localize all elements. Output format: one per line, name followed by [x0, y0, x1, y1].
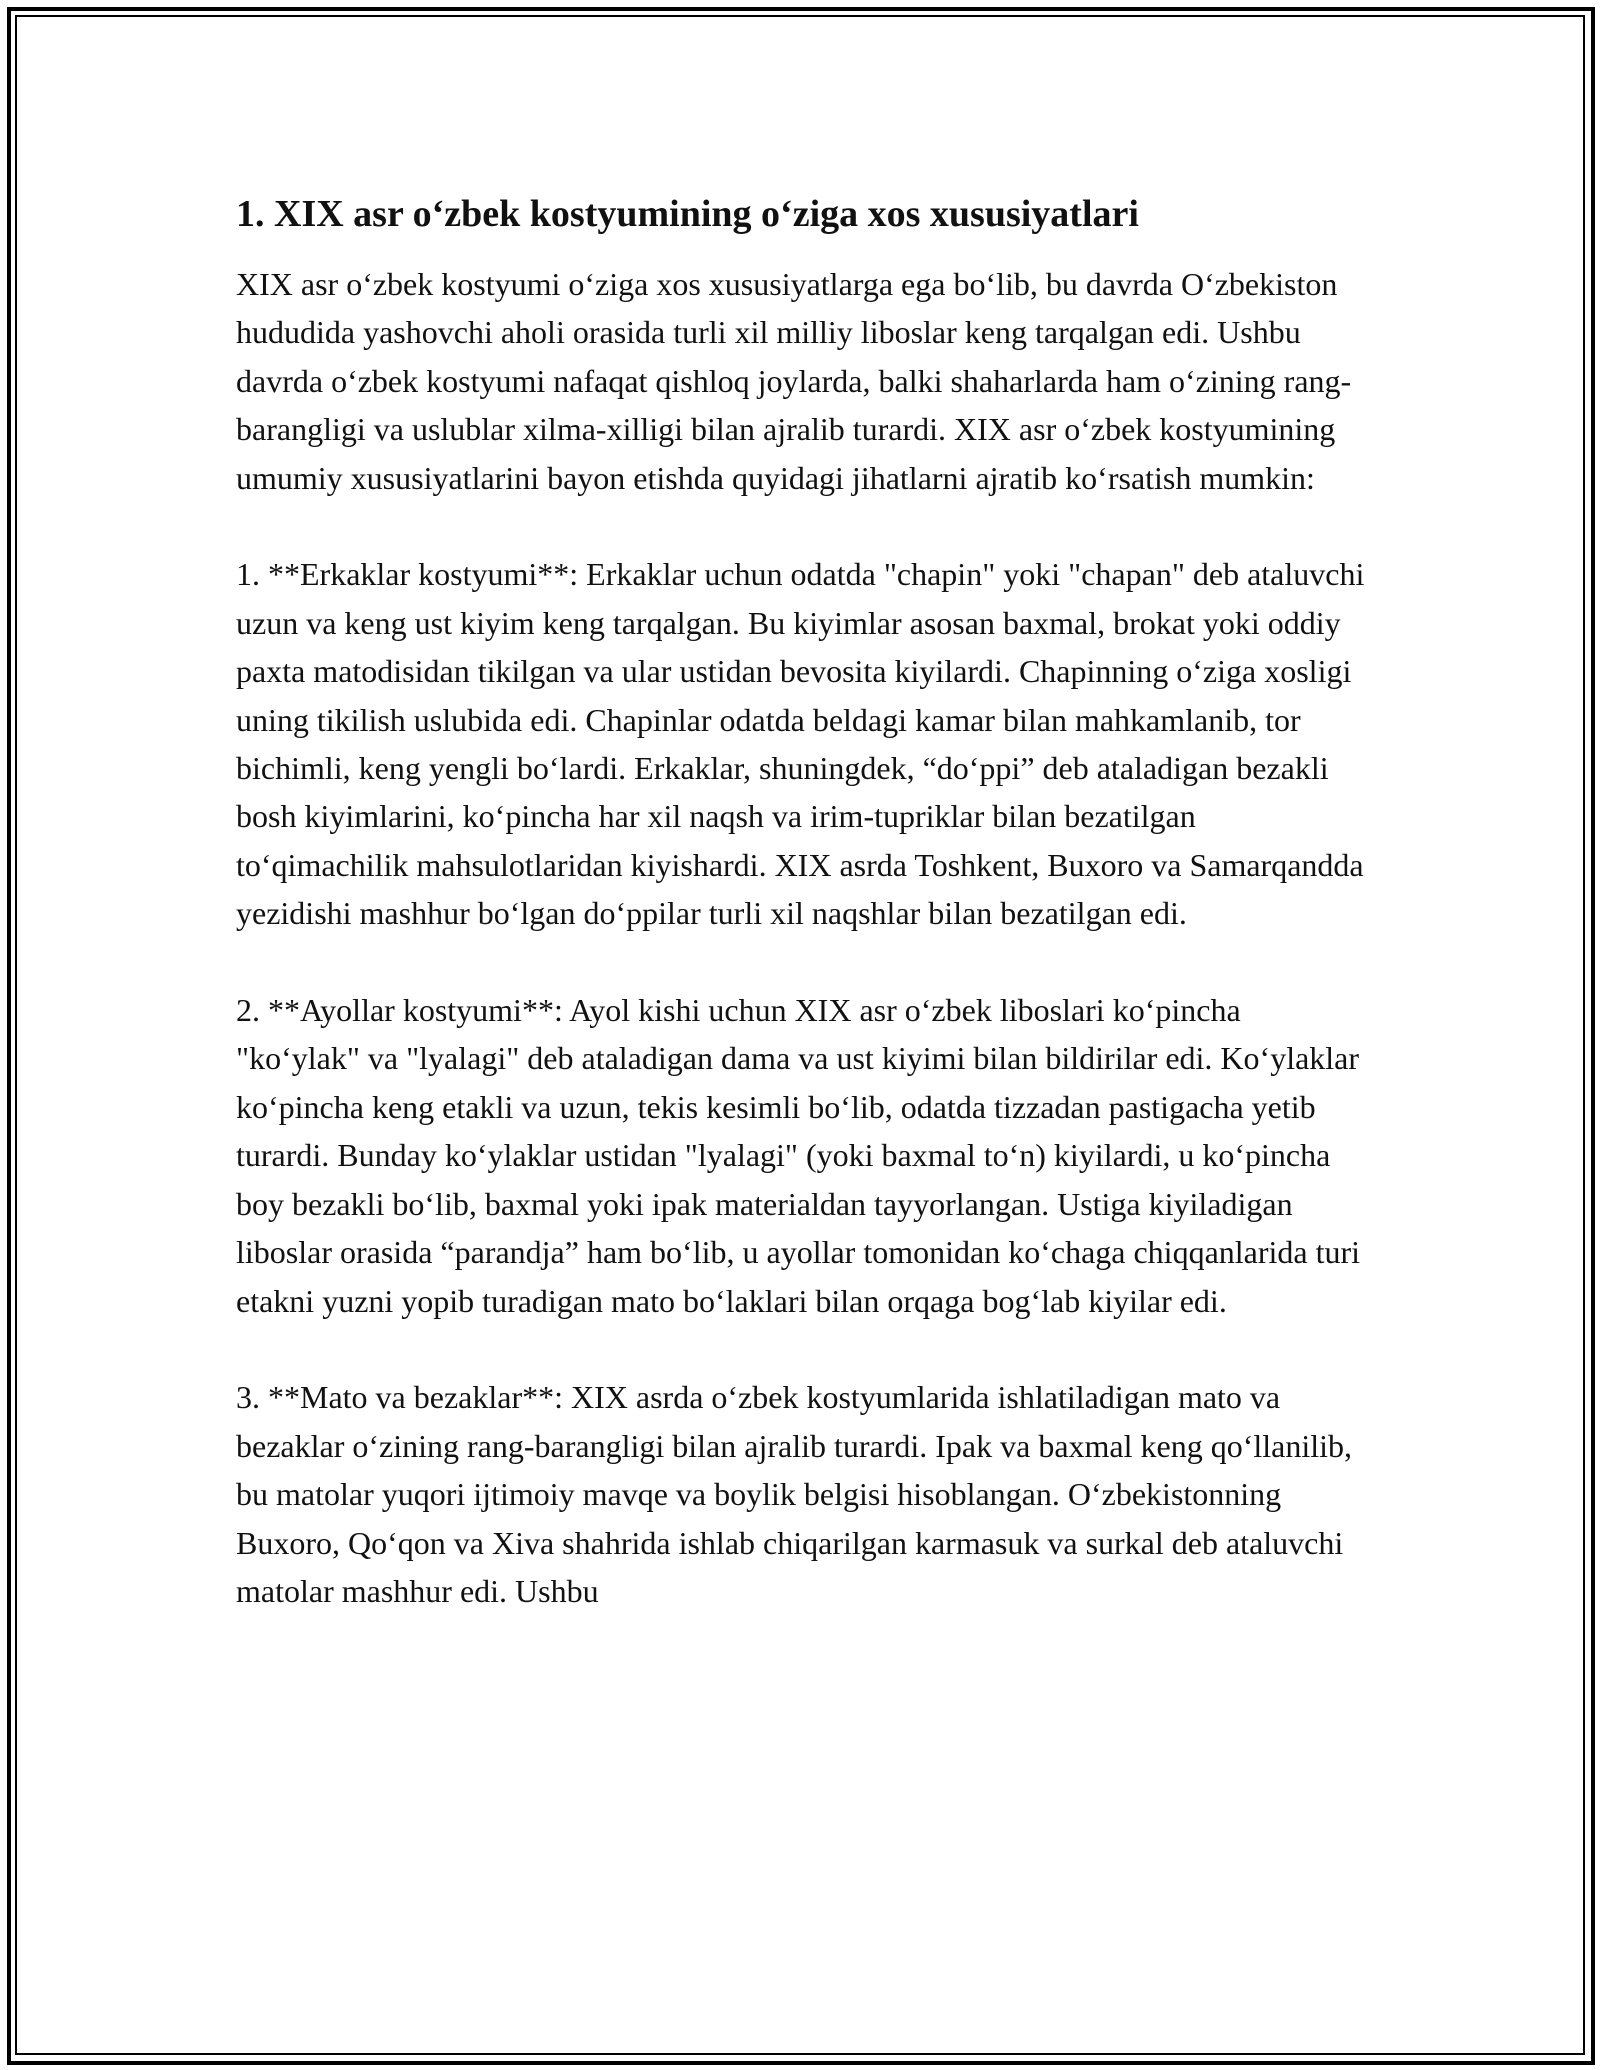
paragraph-women-costume: 2. **Ayollar kostyumi**: Ayol kishi uchun XIX asr o‘zbek liboslari ko‘pincha "ko‘ylak" va "lyalagi" deb ataladigan dama va ust kiyimi bilan bildirilar edi. Ko‘ylaklar ko‘pincha keng etakli va uzun, tekis kesimli bo‘lib, odatda tizzadan pastigacha yetib turardi. Bunday ko‘ylaklar ustidan "lyalagi" (yoki baxmal to‘n) kiyilardi, u ko‘pincha boy bezakli bo‘lib, baxmal yoki ipak materialdan tayyorlangan. Ustiga kiyiladigan liboslar orasida “parandja” ham bo‘lib, u ayollar tomonidan ko‘chaga chiqqanlarida turi etakni yuzni yopib turadigan mato bo‘laklari bilan orqaga bog‘lab kiyilar edi.: [236, 992, 1361, 1319]
document-body: [236, 186, 1366, 1615]
paragraph-fabric-decor: 3. **Mato va bezaklar**: XIX asrda o‘zbek kostyumlarida ishlatiladigan mato va bezaklar o‘zining rang-barangligi bilan ajralib turardi. Ipak va baxmal keng qo‘llanilib, bu matolar yuqori ijtimoiy mavqe va boylik belgisi hisoblangan. O‘zbekistonning Buxoro, Qo‘qon va Xiva shahrida ishlab chiqarilgan karmasuk va surkal deb ataluvchi matolar mashhur edi. Ushbu: [236, 1379, 1353, 1609]
paragraph-men-costume: 1. **Erkaklar kostyumi**: Erkaklar uchun odatda "chapin" yoki "chapan" deb ataluvchi uzun va keng ust kiyim keng tarqalgan. Bu kiyimlar asosan baxmal, brokat yoki oddiy paxta matodisidan tikilgan va ular ustidan bevosita kiyilardi. Chapinning o‘ziga xosligi uning tikilish uslubida edi. Chapinlar odatda beldagi kamar bilan mahkamlanib, tor bichimli, keng yengli bo‘lardi. Erkaklar, shuningdek, “do‘ppi” deb ataladigan bezakli bosh kiyimlarini, ko‘pincha har xil naqsh va irim-tupriklar bilan bezatilgan to‘qimachilik mahsulotlaridan kiyishardi. XIX asrda Toshkent, Buxoro va Samarqandda yezidishi mashhur bo‘lgan do‘ppilar turli xil naqshlar bilan bezatilgan edi.: [236, 556, 1365, 932]
section-heading: 1. XIX asr o‘zbek kostyumining o‘ziga xos xususiyatlari: [236, 193, 1139, 235]
paragraph-intro: XIX asr o‘zbek kostyumi o‘ziga xos xususiyatlarga ega bo‘lib, bu davrda O‘zbekiston hududida yashovchi aholi orasida turli xil milliy liboslar keng tarqalgan edi. Ushbu davrda o‘zbek kostyumi nafaqat qishloq joylarda, balki shaharlarda ham o‘zining rang-barangligi va uslublar xilma-xilligi bilan ajralib turardi. XIX asr o‘zbek kostyumining umumiy xususiyatlarini bayon etishda quyidagi jihatlarni ajratib ko‘rsatish mumkin:: [236, 266, 1352, 496]
